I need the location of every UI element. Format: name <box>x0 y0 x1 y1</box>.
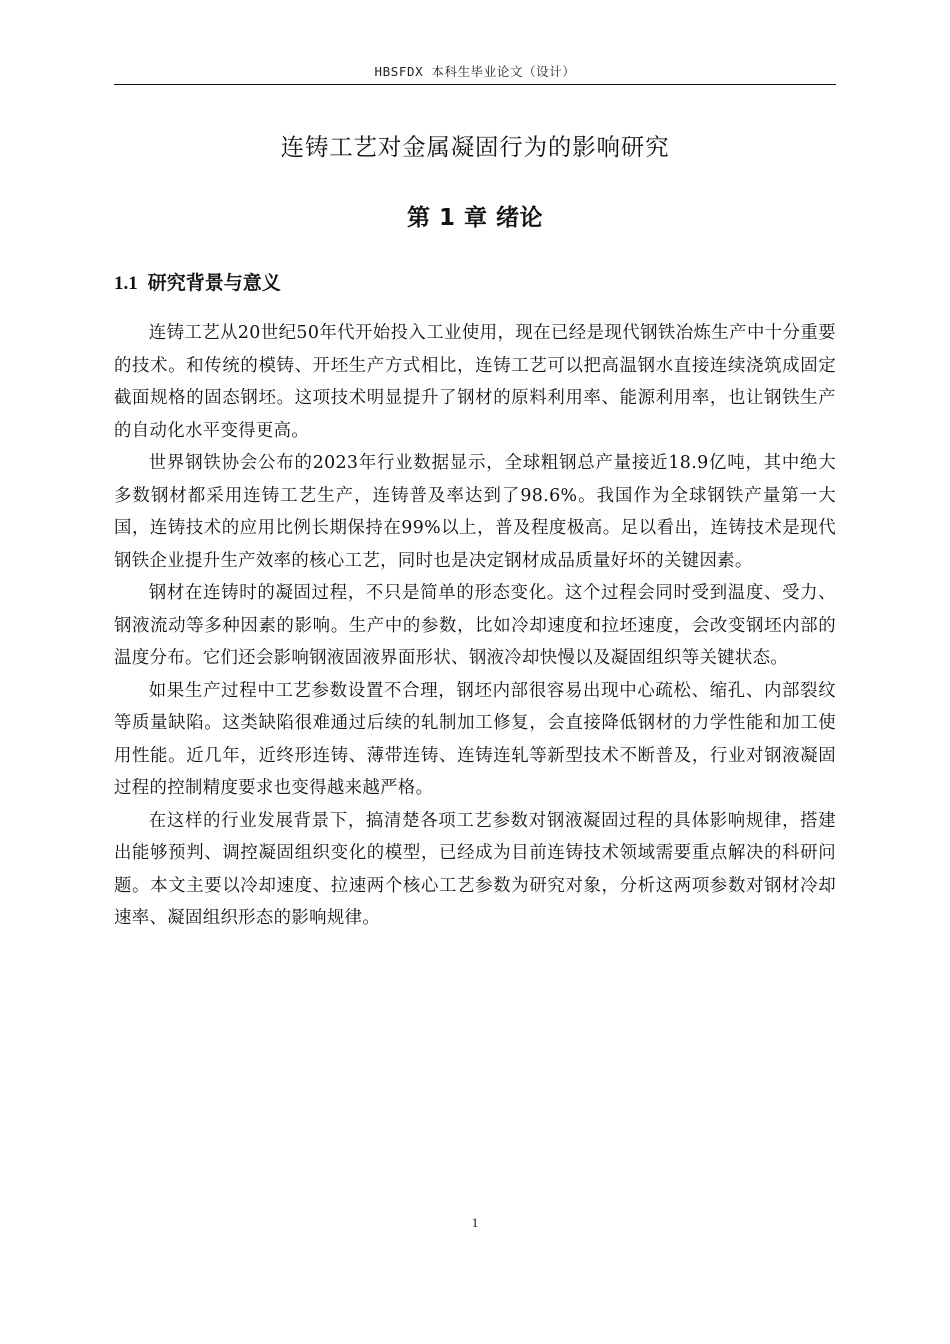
paragraph: 世界钢铁协会公布的2023年行业数据显示，全球粗钢总产量接近18.9亿吨，其中绝大多数钢材都采用连铸工艺生产，连铸普及率达到了98.6%。我国作为全球钢铁产量第一大国，连铸技术的应用比例长期保持在99%以上，普及程度极高。足以看出，连铸技术是现代钢铁企业提升生产效率的核心工艺，同时也是决定钢材成品质量好坏的关键因素。 <box>114 453 836 571</box>
document-title: 连铸工艺对金属凝固行为的影响研究 <box>280 133 670 161</box>
section-number: 1.1 <box>114 273 138 294</box>
paragraph: 钢材在连铸时的凝固过程，不只是简单的形态变化。这个过程会同时受到温度、受力、钢液流动等多种因素的影响。生产中的参数，比如冷却速度和拉坯速度，会改变钢坯内部的温度分布。它们还会影响钢液固液界面形状、钢液冷却快慢以及凝固组织等关键状态。 <box>114 583 836 668</box>
section-title: 研究背景与意义 <box>147 272 281 294</box>
paragraph: 在这样的行业发展背景下，搞清楚各项工艺参数对钢液凝固过程的具体影响规律，搭建出能够预判、调控凝固组织变化的模型，已经成为目前连铸技术领域需要重点解决的科研问题。本文主要以冷却速度、拉速两个核心工艺参数为研究对象，分析这两项参数对钢材冷却速率、凝固组织形态的影响规律。 <box>114 810 836 928</box>
chapter-heading: 第 1 章 绪论 <box>406 205 544 231</box>
page-number: 1 <box>471 1215 479 1230</box>
paragraph: 连铸工艺从20世纪50年代开始投入工业使用，现在已经是现代钢铁冶炼生产中十分重要的技术。和传统的模铸、开坯生产方式相比，连铸工艺可以把高温钢水直接连续浇筑成固定截面规格的固态钢坯。这项技术明显提升了钢材的原料利用率、能源利用率，也让钢铁生产的自动化水平变得更高。 <box>114 323 836 441</box>
section-heading <box>114 268 281 295</box>
body-text <box>114 317 836 935</box>
running-header: HBSFDX 本科生毕业论文（设计） <box>374 64 576 79</box>
header-rule <box>114 84 836 85</box>
paragraph: 如果生产过程中工艺参数设置不合理，钢坯内部很容易出现中心疏松、缩孔、内部裂纹等质量缺陷。这类缺陷很难通过后续的轧制加工修复，会直接降低钢材的力学性能和加工使用性能。近几年，近终形连铸、薄带连铸、连铸连轧等新型技术不断普及，行业对钢液凝固过程的控制精度要求也变得越来越严格。 <box>114 680 836 798</box>
